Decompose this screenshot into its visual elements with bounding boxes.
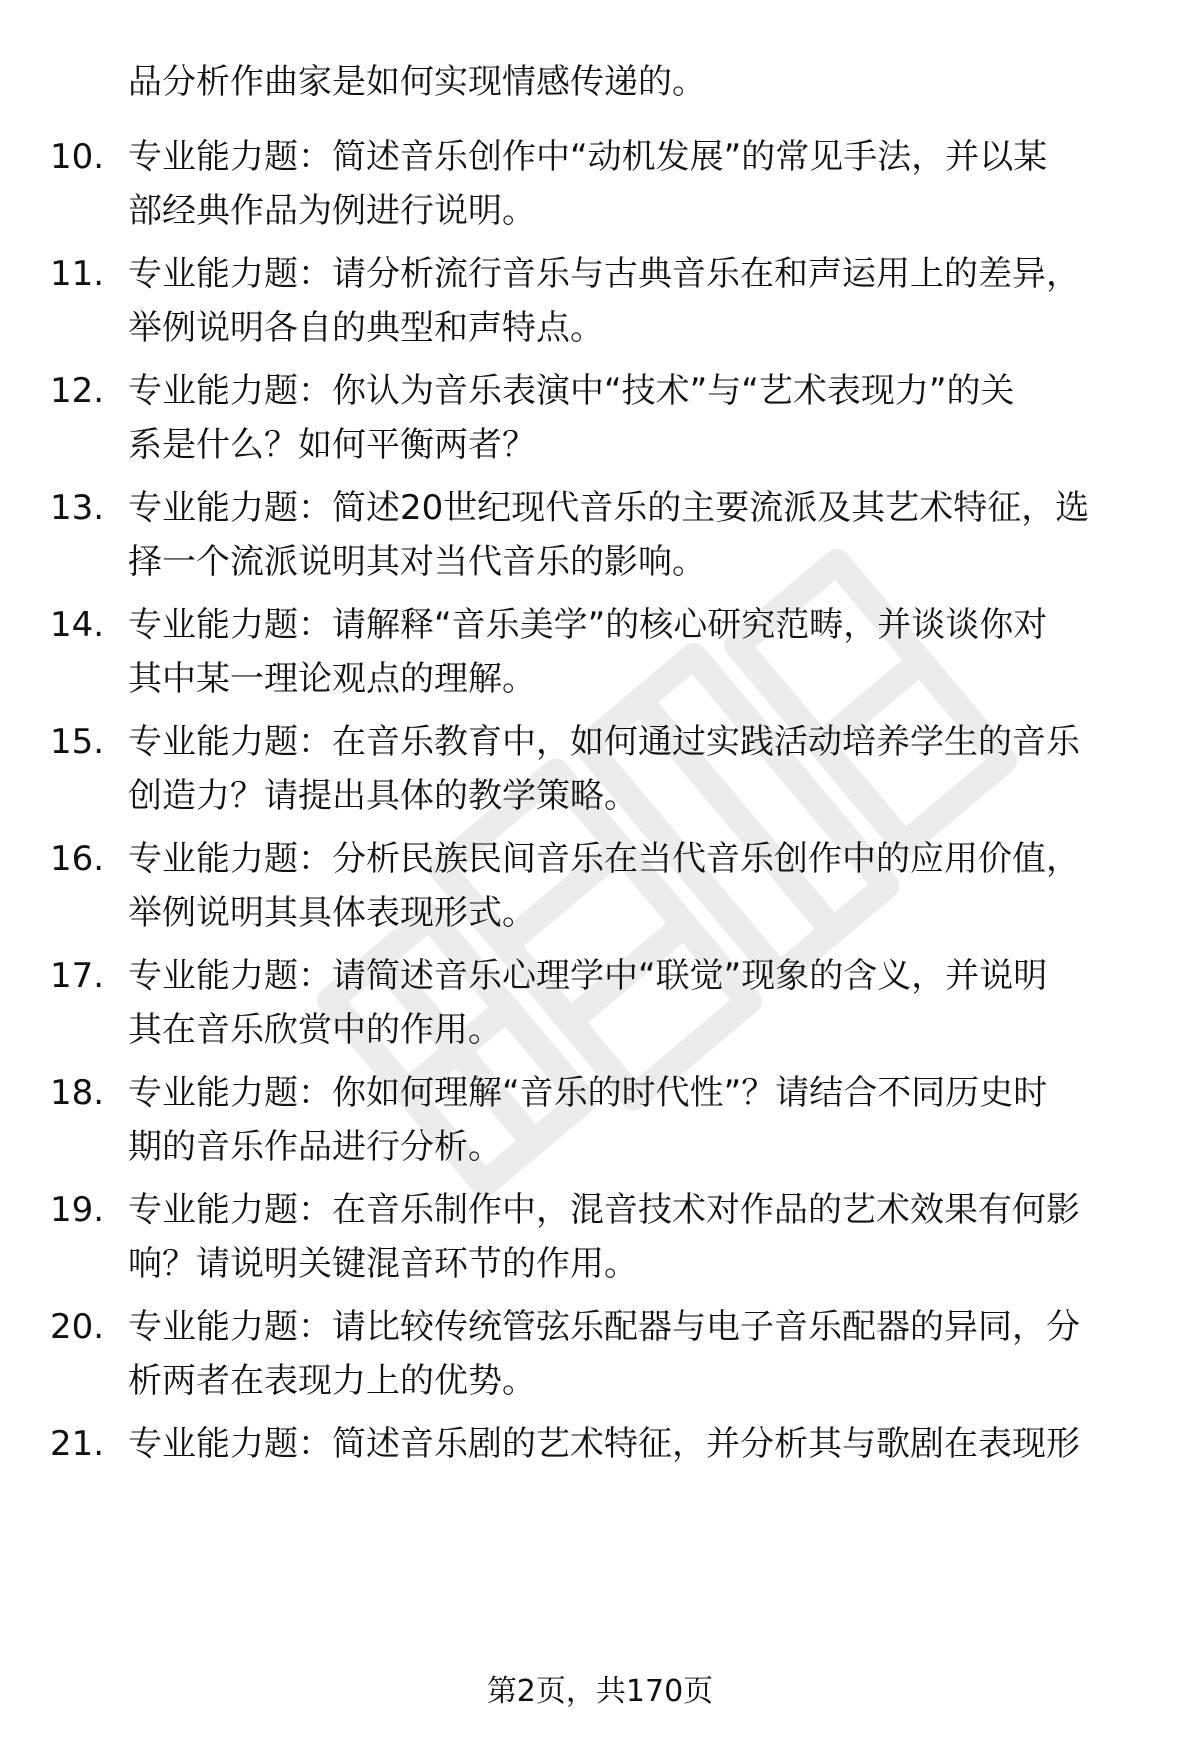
- question-line: 系是什么？如何平衡两者？: [128, 425, 536, 465]
- question-line: 创造力？请提出具体的教学策略。: [128, 776, 638, 816]
- question-number: 13.: [50, 488, 105, 528]
- question-text: [128, 247, 1148, 355]
- question-text: [128, 598, 1148, 706]
- question-line: 响？请说明关键混音环节的作用。: [128, 1244, 638, 1284]
- question-line: 其中某一理论观点的理解。: [128, 659, 536, 699]
- question-line: 专业能力题：在音乐制作中，混音技术对作品的艺术效果有何影: [128, 1190, 1080, 1230]
- question-text: [128, 130, 1148, 238]
- question-text: [128, 1183, 1148, 1291]
- question-number: 15.: [50, 722, 105, 762]
- question-number: 20.: [50, 1307, 105, 1347]
- question-number: 16.: [50, 839, 105, 879]
- question-line: 择一个流派说明其对当代音乐的影响。: [128, 542, 706, 582]
- question-line: 专业能力题：请解释“音乐美学”的核心研究范畴，并谈谈你对: [128, 605, 1048, 645]
- question-number: 18.: [50, 1073, 105, 1113]
- question-line: 部经典作品为例进行说明。: [128, 191, 536, 231]
- question-line: 析两者在表现力上的优势。: [128, 1361, 536, 1401]
- question-line: 专业能力题：请简述音乐心理学中“联觉”现象的含义，并说明: [128, 956, 1048, 996]
- question-line: 举例说明其具体表现形式。: [128, 893, 536, 933]
- question-text: [128, 832, 1148, 940]
- question-text: [128, 949, 1148, 1057]
- question-number: 12.: [50, 371, 105, 411]
- question-text: [128, 1417, 1148, 1471]
- question-number: 10.: [50, 137, 105, 177]
- question-number: 17.: [50, 956, 105, 996]
- question-line: 期的音乐作品进行分析。: [128, 1127, 502, 1167]
- question-number: 19.: [50, 1190, 105, 1230]
- question-number: 11.: [50, 254, 105, 294]
- question-text: [128, 1066, 1148, 1174]
- question-text: [128, 364, 1148, 472]
- page-footer: 第2页，共170页: [486, 1674, 714, 1709]
- question-line: 其在音乐欣赏中的作用。: [128, 1010, 502, 1050]
- question-line: 专业能力题：请分析流行音乐与古典音乐在和声运用上的差异，: [128, 254, 1080, 294]
- question-text: [128, 481, 1148, 589]
- question-line: 专业能力题：简述音乐创作中“动机发展”的常见手法，并以某: [128, 137, 1048, 177]
- question-line: 专业能力题：你如何理解“音乐的时代性”？请结合不同历史时: [128, 1073, 1048, 1113]
- question-line: 专业能力题：你认为音乐表演中“技术”与“艺术表现力”的关: [128, 371, 1015, 411]
- question-line: 专业能力题：请比较传统管弦乐配器与电子音乐配器的异同，分: [128, 1307, 1080, 1347]
- question-text: [128, 715, 1148, 823]
- continued-question-text: 品分析作曲家是如何实现情感传递的。: [128, 62, 706, 102]
- question-number: 14.: [50, 605, 105, 645]
- question-line: 举例说明各自的典型和声特点。: [128, 308, 604, 348]
- question-line: 专业能力题：简述音乐剧的艺术特征，并分析其与歌剧在表现形: [128, 1424, 1080, 1464]
- question-number: 21.: [50, 1424, 105, 1464]
- question-text: [128, 1300, 1148, 1408]
- question-line: 专业能力题：分析民族民间音乐在当代音乐创作中的应用价值，: [128, 839, 1080, 879]
- question-line: 专业能力题：在音乐教育中，如何通过实践活动培养学生的音乐: [128, 722, 1080, 762]
- question-line: 专业能力题：简述20世纪现代音乐的主要流派及其艺术特征，选: [128, 488, 1090, 528]
